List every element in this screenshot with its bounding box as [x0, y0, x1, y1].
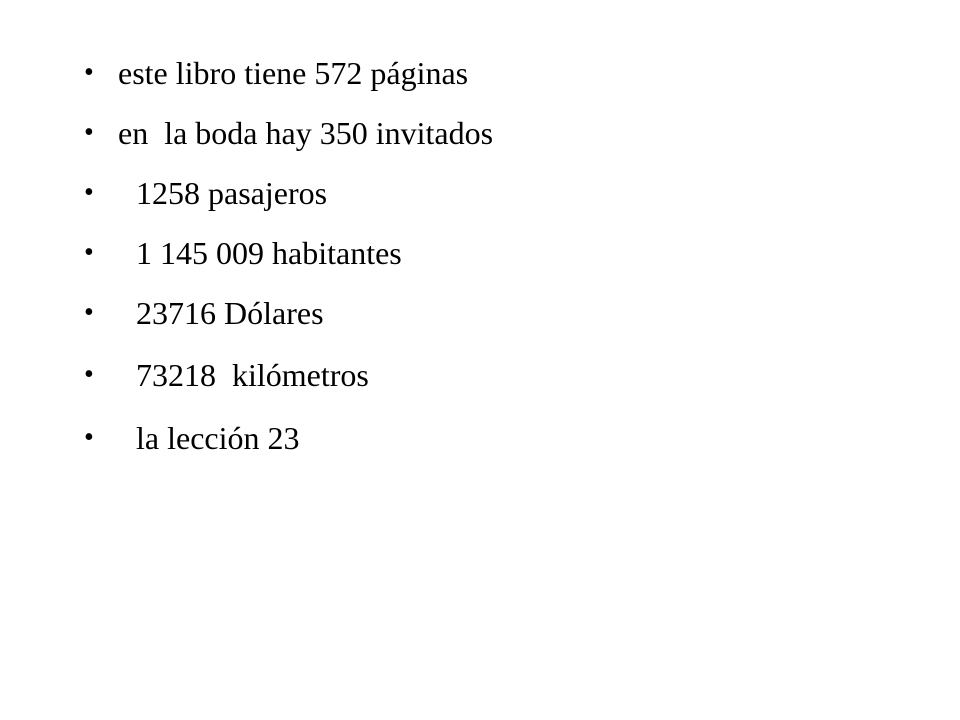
list-item — [84, 113, 493, 153]
bullet-icon: • — [84, 297, 94, 328]
bullet-icon: • — [84, 117, 94, 148]
list-item — [84, 233, 402, 273]
list-item — [84, 418, 299, 458]
list-item — [84, 53, 468, 93]
list-item — [84, 355, 369, 395]
list-item-text: 23716 Dólares — [128, 295, 324, 331]
bullet-icon: • — [84, 359, 94, 390]
list-item — [84, 173, 327, 213]
list-item-text: 73218 kilómetros — [128, 357, 369, 393]
bullet-icon: • — [84, 422, 94, 453]
list-item-text: 1258 pasajeros — [128, 175, 328, 211]
bullet-icon: • — [84, 237, 94, 268]
list-item — [84, 293, 324, 333]
list-item-text: este libro tiene 572 páginas — [118, 55, 469, 91]
list-item-text: en la boda hay 350 invitados — [118, 115, 494, 151]
bullet-icon: • — [84, 57, 94, 88]
list-item-text: 1 145 009 habitantes — [128, 235, 402, 271]
bullet-icon: • — [84, 177, 94, 208]
list-item-text: la lección 23 — [128, 420, 300, 456]
